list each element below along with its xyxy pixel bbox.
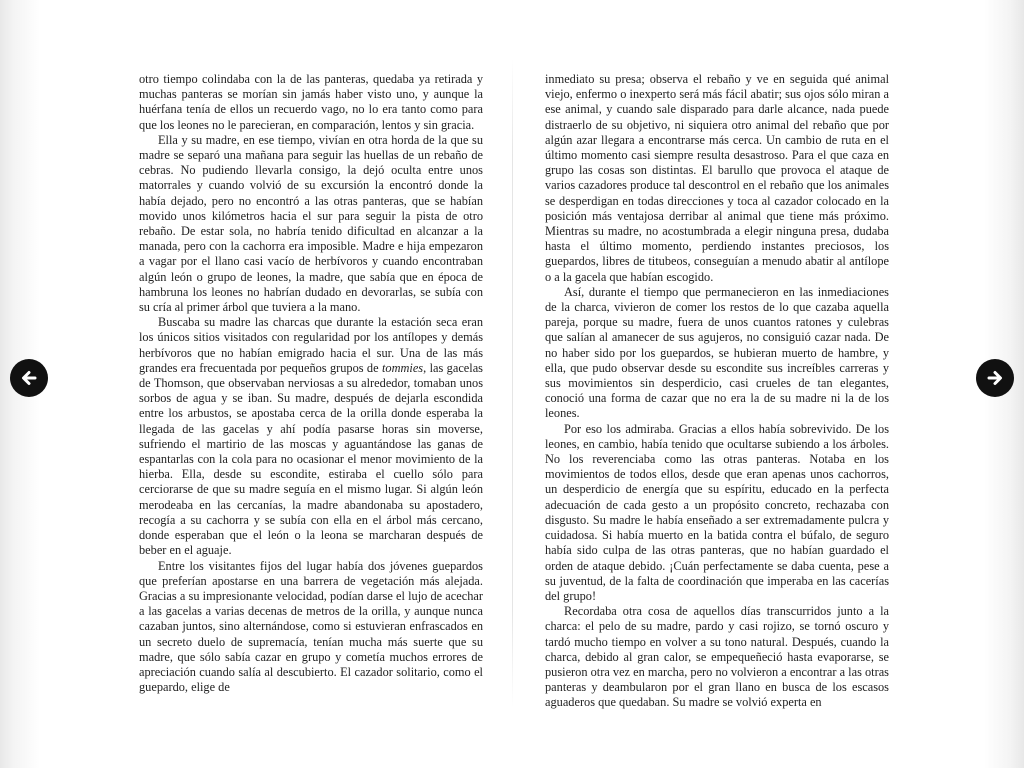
italic-term-tommies: tommies bbox=[381, 360, 424, 375]
right-paragraph-4: Recordaba otra cosa de aquellos días transcurridos junto a la charca: el pelo de su madre, pardo y casi rojizo, se tornó oscuro y tardó mucho tiempo en volver a su tono natural. Después, cuando la charca, debido al gran calor, se empequeñeció hasta evaporarse, se pusieron otra vez en marcha, pero no volvieron a encontrar a las otras panteras y deambularon por el gran llano en busca de los escasos aguaderos que quedaban. Su madre se volvió experta en bbox=[545, 604, 889, 710]
left-paragraph-2: Ella y su madre, en ese tiempo, vivían en otra horda de la que su madre se separó una mañana para seguir las huellas de un rebaño de cebras. No pudiendo llevarla consigo, la dejó oculta entre unos matorrales y cuando volvió de su excursión la encontró donde la había dejado, pero no encontró a las otras panteras, que se habían movido unos kilómetros hacia el sur para seguir la pista de otro rebaño. De estar sola, no habría tenido dificultad en alcanzar a la manada, pero con la cachorra era imposible. Madre e hija empezaron a vagar por el llano casi vacío de herbívoros y cuando encontraban algún león o grupo de leones, la madre, que sabía que en época de hambruna los leones no habrían dudado en devorarlas, se subía con su cría al primer árbol que tuviera a la mano. bbox=[139, 132, 483, 315]
right-paragraph-2: Así, durante el tiempo que permanecieron en las inmediaciones de la charca, vivieron de comer los restos de lo que cazaba aquella pareja, porque su madre, fuera de unos cuantos ratones y culebras que salían al amanecer de sus agujeros, no consiguió cazar nada. De no haber sido por los guepardos, se hubieran muerto de hambre, y ella, que pudo observar desde su escondite sus increíbles carreras y sus movimientos sin desperdicio, casi crueles de tan elegantes, conoció una forma de cazar que no era la de su madre ni la de los leones. bbox=[545, 284, 889, 421]
right-paragraph-1: inmediato su presa; observa el rebaño y ve en seguida qué animal viejo, enfermo o inexperto será más fácil abatir; sus ojos sólo miran a ese animal, y cuando sale disparado para darle alcance, nada puede distraerlo de su objetivo, ni siquiera otro animal del rebaño que por algún azar llegara a encontrarse más cerca. Un cambio de ruta en el último momento casi siempre resulta desastroso. Para el que caza en grupo las cosas son distintas. El barullo que provoca el ataque de varios cazadores produce tal descontrol en el rebaño que los animales se desperdigan en todas direcciones y toca al cazador colocado en la posición más ventajosa derribar al animal que tiene más próximo. Mientras su madre, no acostumbrada a elegir ninguna presa, dudaba hasta el último momento, perdiendo instantes preciosos, los guepardos, libres de titubeos, conseguían a menudo abatir al antílope o a la gacela que habían escogido. bbox=[545, 72, 889, 284]
left-paragraph-3 bbox=[139, 315, 483, 558]
left-paragraph-3-start: Buscaba su madre las charcas que durante la estación seca eran los únicos sitios visitados con regularidad por los antílopes y demás herbívoros que no habían emigrado hacia el sur. Una de las más grandes era frecuentada por pequeños grupos de bbox=[139, 315, 483, 375]
arrow-left-icon bbox=[19, 368, 39, 388]
next-page-button[interactable] bbox=[976, 359, 1014, 397]
left-paragraph-1: otro tiempo colindaba con la de las panteras, quedaba ya retirada y muchas panteras se morían sin jamás haber visto uno, y aunque la huérfana tenía de ellos un recuerdo vago, no lo era tanto como para que los leones no le parecieran, en comparación, lentos y sin gracia. bbox=[139, 72, 483, 132]
page-gutter bbox=[512, 58, 513, 708]
left-page bbox=[139, 72, 483, 695]
arrow-right-icon bbox=[985, 368, 1005, 388]
right-page bbox=[545, 72, 889, 711]
previous-page-button[interactable] bbox=[10, 359, 48, 397]
left-paragraph-4: Entre los visitantes fijos del lugar había dos jóvenes guepardos que preferían apostarse en una barrera de vegetación más alejada. Gracias a su impresionante velocidad, podían darse el lujo de acechar a las gacelas a varias decenas de metros de la orilla, y aunque nunca cazaban juntos, sino alternándose, como si estuvieran enfrascados en un secreto duelo de supremacía, tenían mucha más suerte que su madre, que sólo sabía cazar en grupo y cometía muchos errores de apreciación cuando salía al descubierto. El cazador solitario, como el guepardo, elige de bbox=[139, 558, 483, 695]
right-paragraph-3: Por eso los admiraba. Gracias a ellos había sobrevivido. De los leones, en cambio, había tenido que ocultarse subiendo a los árboles. No los reverenciaba como las otras panteras. Notaba en los movimientos de todos ellos, desde que eran apenas unos cachorros, un desperdicio de energía que su espíritu, educado en la perfecta adecuación de cada gesto a un propósito concreto, rechazaba con disgusto. Su madre le había enseñado a ser extremadamente pulcra y cuidadosa. Si había muerto en la batida contra el búfalo, de seguro había sido culpa de las otras panteras, que no habían guardado el orden de ataque debido. ¡Cuán perfectamente se daba cuenta, pese a su juventud, de la falta de coordinación que imperaba en las cacerías del grupo! bbox=[545, 421, 889, 603]
left-paragraph-3-end: , las gacelas de Thomson, que observaban nerviosas a su alrededor, tomaban unos sorbos de agua y se iban. Su madre, después de dejarla escondida entre los arbustos, se apostaba cerca de la orilla donde esperaba la llegada de las gacelas y ahí podía pasarse horas sin moverse, sufriendo el martirio de las moscas y aguantándose las ganas de espantarlas con la cola para no ocasionar el menor movimiento de la hierba. Ella, desde su escondite, estiraba el cuello sólo para cerciorarse de que su madre seguía en el mismo lugar. Si algún león merodeaba en las cercanías, la madre abandonaba su apostadero, recogía a su cachorra y se subía con ella en el árbol más cercano, donde esperaban que el león o la leona se marcharan después de beber en el aguaje. bbox=[139, 360, 483, 558]
